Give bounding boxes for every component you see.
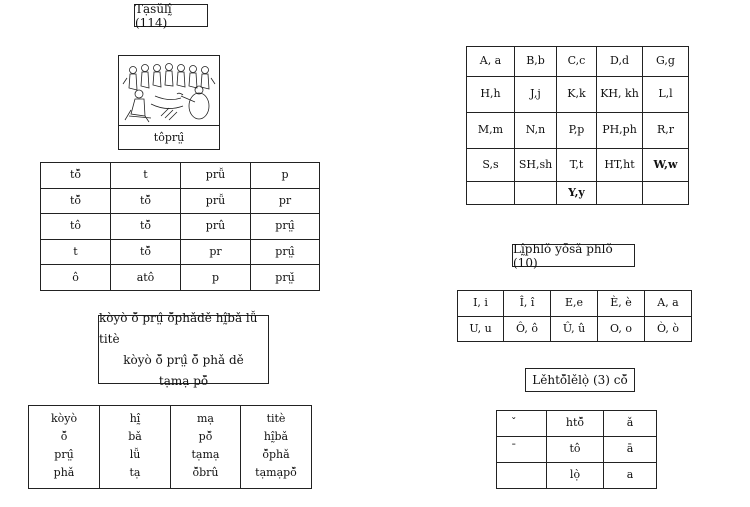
word-column bbox=[29, 406, 100, 489]
tone-mark-cell: ˉ bbox=[497, 437, 547, 463]
letter-cell: Y,y bbox=[557, 182, 597, 205]
table-cell: prṳ̌ bbox=[251, 265, 320, 291]
table-cell: atô bbox=[111, 265, 181, 291]
vowels-title-text: Lḭ̂phlǒ yǒ̃sǎ phlǒ (10) bbox=[513, 241, 613, 270]
letter-cell: PH,ph bbox=[597, 113, 643, 149]
table-cell: prṳ̂ bbox=[251, 214, 320, 240]
lesson-title bbox=[134, 1, 208, 30]
table-row bbox=[467, 113, 689, 149]
vowel-cell: A, a bbox=[645, 291, 692, 317]
table-cell: p bbox=[251, 163, 320, 189]
lesson-title-text: Tạsǔľḭ̂ (114) bbox=[135, 1, 172, 30]
tones-title bbox=[525, 368, 635, 392]
reading-sentence-box bbox=[98, 310, 269, 388]
letter-cell: B,b bbox=[515, 47, 557, 77]
letter-cell: C,c bbox=[557, 47, 597, 77]
vowels-title bbox=[512, 241, 635, 270]
vowel-cell: O, o bbox=[598, 316, 645, 342]
letter-cell: A, a bbox=[467, 47, 515, 77]
sentence-line: kòyò ǒ̃ prṳ̂ ǒ̃ phǎ dě bbox=[123, 352, 244, 367]
word: kòyò bbox=[50, 412, 78, 425]
shaman-gathering-picture bbox=[121, 58, 217, 124]
word: ǒ̃phǎ bbox=[262, 448, 290, 461]
letter-cell: W,w bbox=[643, 149, 689, 182]
tones-table bbox=[496, 410, 657, 489]
word-column bbox=[100, 406, 171, 489]
word: pǒ̃ bbox=[198, 430, 213, 443]
letter-cell: N,n bbox=[515, 113, 557, 149]
tone-mark-cell bbox=[497, 463, 547, 489]
word-columns-table bbox=[28, 405, 312, 489]
word: prṳ̂ bbox=[54, 448, 74, 461]
word-column bbox=[171, 406, 241, 489]
table-cell: tǒ̃ bbox=[111, 239, 181, 265]
word: tạ bbox=[129, 466, 141, 479]
vowel-cell: U, u bbox=[458, 316, 504, 342]
letter-cell bbox=[515, 182, 557, 205]
table-cell: prû bbox=[181, 214, 251, 240]
table-row bbox=[467, 182, 689, 205]
keyword-illustration bbox=[121, 58, 217, 124]
letter-cell bbox=[597, 182, 643, 205]
word: bǎ bbox=[128, 430, 142, 443]
word: tạmạ bbox=[191, 448, 220, 461]
sentence-line: kòyò ǒ̃ prṳ̂ ǒ̃phǎdě hḭ̂bǎ lǚ titè bbox=[99, 310, 258, 346]
table-cell: t bbox=[41, 239, 111, 265]
letter-cell: M,m bbox=[467, 113, 515, 149]
letter-cell: K,k bbox=[557, 77, 597, 113]
word: ǒ̃brû bbox=[192, 466, 219, 479]
table-cell: tǒ̃ bbox=[41, 163, 111, 189]
tone-cell: ā bbox=[604, 437, 657, 463]
table-cell: tǒ̃ bbox=[111, 188, 181, 214]
word: titè bbox=[266, 412, 286, 425]
table-row bbox=[467, 149, 689, 182]
table-cell: pr bbox=[251, 188, 320, 214]
letter-cell bbox=[643, 182, 689, 205]
table-row bbox=[41, 265, 320, 291]
word: tạmạpǒ̃ bbox=[255, 466, 297, 479]
table-cell: pr bbox=[181, 239, 251, 265]
table-cell: tô bbox=[41, 214, 111, 240]
vowel-cell: I, i bbox=[458, 291, 504, 317]
table-cell: tǒ̃ bbox=[111, 214, 181, 240]
tone-mark-cell: ˇ bbox=[497, 411, 547, 437]
keyword-caption: tôprṳ̂ bbox=[153, 131, 185, 144]
vowel-cell: Î, î bbox=[504, 291, 551, 317]
tone-cell: a bbox=[604, 463, 657, 489]
word-column bbox=[241, 406, 312, 489]
letter-cell: S,s bbox=[467, 149, 515, 182]
tone-cell: lọ̀ bbox=[547, 463, 604, 489]
table-row bbox=[41, 188, 320, 214]
tone-cell: htǒ̃ bbox=[547, 411, 604, 437]
word: hḭ̂ bbox=[129, 412, 141, 425]
letter-cell: R,r bbox=[643, 113, 689, 149]
table-row bbox=[41, 214, 320, 240]
table-cell: prǚ bbox=[181, 163, 251, 189]
keyword-card bbox=[118, 55, 220, 150]
letter-cell bbox=[467, 182, 515, 205]
tone-cell: tô bbox=[547, 437, 604, 463]
table-cell: ô bbox=[41, 265, 111, 291]
word: hḭ̂bǎ bbox=[263, 430, 289, 443]
vowel-cell: Û, û bbox=[551, 316, 598, 342]
table-row bbox=[41, 163, 320, 189]
table-cell: prṳ̂ bbox=[251, 239, 320, 265]
table-row bbox=[467, 47, 689, 77]
table-row bbox=[41, 239, 320, 265]
table-row bbox=[497, 463, 657, 489]
letter-cell: SH,sh bbox=[515, 149, 557, 182]
word: lǚ bbox=[129, 448, 141, 461]
sentence-line: tạmạ pǒ̃ bbox=[158, 373, 209, 388]
syllable-table bbox=[40, 162, 320, 291]
letter-cell: KH, kh bbox=[597, 77, 643, 113]
table-row bbox=[467, 77, 689, 113]
table-cell: p bbox=[181, 265, 251, 291]
alphabet-table bbox=[466, 46, 689, 205]
letter-cell: D,d bbox=[597, 47, 643, 77]
letter-cell: L,l bbox=[643, 77, 689, 113]
vowel-cell: E,e bbox=[551, 291, 598, 317]
word: mạ bbox=[197, 412, 214, 425]
letter-cell: P,p bbox=[557, 113, 597, 149]
letter-cell: J,j bbox=[515, 77, 557, 113]
tones-title-text: Lěhtǒ̃lělọ̀ (3) cǒ̃ bbox=[532, 373, 628, 387]
vowel-cell: Ò, ò bbox=[645, 316, 692, 342]
table-row bbox=[458, 316, 692, 342]
word: ǒ̃ bbox=[60, 430, 68, 443]
vowels-table bbox=[457, 290, 692, 342]
letter-cell: G,g bbox=[643, 47, 689, 77]
table-row bbox=[458, 291, 692, 317]
table-cell: t bbox=[111, 163, 181, 189]
table-row bbox=[497, 437, 657, 463]
tone-cell: ǎ bbox=[604, 411, 657, 437]
table-cell: tǒ̃ bbox=[41, 188, 111, 214]
letter-cell: H,h bbox=[467, 77, 515, 113]
table-row bbox=[497, 411, 657, 437]
word: phǎ bbox=[53, 466, 75, 479]
letter-cell: T,t bbox=[557, 149, 597, 182]
letter-cell: HT,ht bbox=[597, 149, 643, 182]
vowel-cell: È, è bbox=[598, 291, 645, 317]
vowel-cell: Ô, ô bbox=[504, 316, 551, 342]
table-cell: prǚ bbox=[181, 188, 251, 214]
